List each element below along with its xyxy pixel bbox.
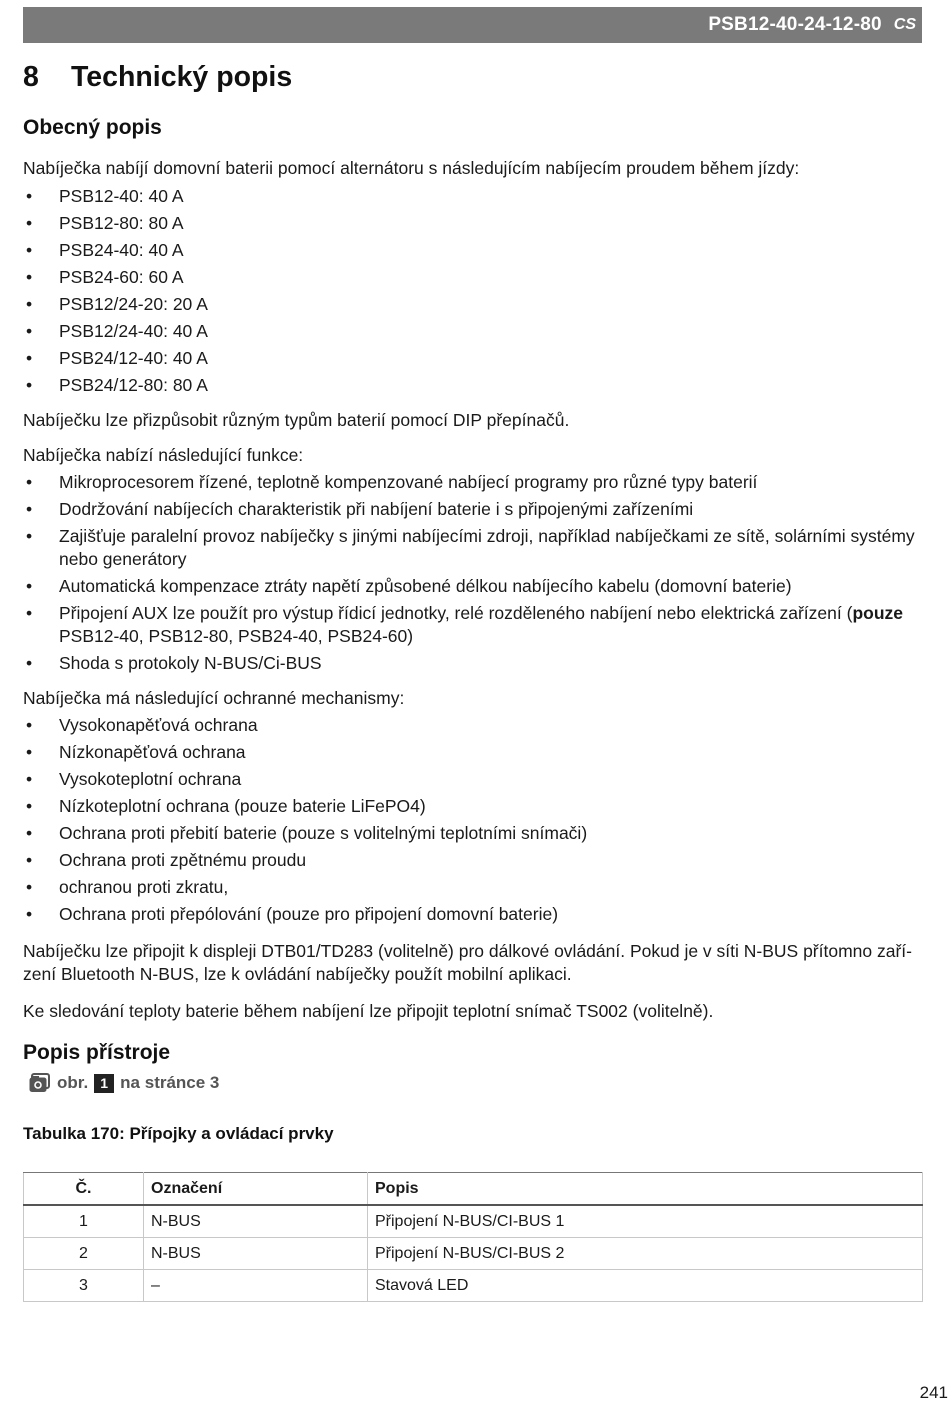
bullet: • [26,742,33,762]
bullet: • [26,321,33,341]
table-cell-description: Připojení N-BUS/CI-BUS 2 [368,1238,923,1270]
display-text-line2: zení Bluetooth N-BUS, lze k ovládání nabíječky použít mobilní aplikaci. [23,964,572,984]
bullet: • [26,294,33,314]
table-cell-number: 1 [24,1205,144,1238]
display-text-line1: Nabíječku lze připojit k displeji DTB01/TD283 (volitelně) pro dálkové ovládání. Pokud je v síti N-BUS přítomno zaří- [23,941,912,961]
bullet: • [26,823,33,843]
connections-table [23,1172,923,1302]
list-item [23,185,922,208]
bullet: • [26,186,33,206]
column-header-label: Označení [144,1173,368,1206]
list-item-text: PSB24/12-80: 80 A [59,375,208,395]
column-header-number: Č. [24,1173,144,1206]
list-item [23,652,922,675]
aux-text-before: Připojení AUX lze použít pro výstup řídicí jednotky, relé rozděleného nabíjení nebo elektrická zařízení ( [59,603,853,623]
chapter-number: 8 [23,61,39,93]
page-content [23,58,922,1302]
list-item [23,374,922,397]
list-item [23,768,922,791]
table-row [24,1238,923,1270]
bullet: • [26,375,33,395]
list-item [23,795,922,818]
list-item [23,822,922,845]
table-row [24,1270,923,1302]
column-header-description: Popis [368,1173,923,1206]
camera-icon [29,1073,51,1093]
general-intro: Nabíječka nabíjí domovní baterii pomocí alternátoru s následujícím nabíjecím proudem během jízdy: [23,158,800,178]
bullet: • [26,715,33,735]
table-cell-number: 3 [24,1270,144,1302]
bullet: • [26,267,33,287]
table-cell-number: 2 [24,1238,144,1270]
list-item [23,266,922,289]
bullet: • [26,653,33,673]
page-number: 241 [919,1383,948,1402]
table-caption: Tabulka 170: Přípojky a ovládací prvky [23,1124,334,1143]
bullet: • [26,472,33,492]
bullet: • [26,904,33,924]
list-item-text: Shoda s protokoly N-BUS/Ci-BUS [59,653,322,673]
functions-intro: Nabíječka nabízí následující funkce: [23,445,304,465]
table-cell-label: – [144,1270,368,1302]
table-cell-description: Stavová LED [368,1270,923,1302]
bullet: • [26,796,33,816]
list-item [23,714,922,737]
list-item [23,849,922,872]
bullet: • [26,576,33,596]
list-item-text: Nízkoteplotní ochrana (pouze baterie LiFePO4) [59,796,426,816]
figure-reference[interactable] [29,1070,922,1096]
list-item [23,347,922,370]
list-item [23,471,922,494]
header-model: PSB12-40-24-12-80 [708,14,882,35]
list-item-text: Vysokoteplotní ochrana [59,769,242,789]
figure-number-box: 1 [94,1074,114,1093]
list-item-text: PSB24/12-40: 40 A [59,348,208,368]
aux-text-bold: pouze [852,603,904,623]
section-heading-general: Obecný popis [23,116,162,139]
list-item-text: PSB12-80: 80 A [59,213,184,233]
bullet: • [26,850,33,870]
list-item [23,741,922,764]
list-item [23,498,922,521]
list-item [23,293,922,316]
list-item [23,212,922,235]
functions-list [23,471,922,675]
table-cell-description: Připojení N-BUS/CI-BUS 1 [368,1205,923,1238]
list-item [23,525,922,571]
list-item [23,239,922,262]
table-row [24,1205,923,1238]
list-item-text: Ochrana proti zpětnému proudu [59,850,307,870]
list-item [23,903,922,926]
list-item-text: PSB24-60: 60 A [59,267,184,287]
list-item-text: PSB12/24-40: 40 A [59,321,208,341]
list-item-text: Ochrana proti přepólování (pouze pro připojení domovní baterie) [59,904,559,924]
protection-list [23,714,922,926]
table-header-row [24,1173,923,1206]
list-item-text: PSB24-40: 40 A [59,240,184,260]
bullet: • [26,769,33,789]
list-item-text: PSB12/24-20: 20 A [59,294,208,314]
list-item-text: Nízkonapěťová ochrana [59,742,246,762]
display-text [23,940,922,986]
list-item-aux [23,602,922,648]
bullet: • [26,499,33,519]
chapter-title-text: Technický popis [71,61,293,93]
list-item-text: PSB12-40: 40 A [59,186,184,206]
list-item-text: Ochrana proti přebití baterie (pouze s volitelnými teplotními snímači) [59,823,588,843]
bullet: • [26,348,33,368]
list-item-text: Mikroprocesorem řízené, teplotně kompenzované nabíjecí programy pro různé typy baterií [59,472,758,492]
bullet: • [26,213,33,233]
protection-intro: Nabíječka má následující ochranné mechanismy: [23,688,405,708]
model-current-list [23,185,922,397]
figure-ref-suffix: na stránce 3 [120,1073,220,1092]
list-item [23,320,922,343]
chapter-title [23,58,922,96]
list-item [23,575,922,598]
header-language: CS [893,16,916,33]
bullet: • [26,526,33,546]
dip-switch-text: Nabíječku lze přizpůsobit různým typům baterií pomocí DIP přepínačů. [23,410,570,430]
figure-ref-prefix: obr. [57,1073,89,1092]
table-cell-label: N-BUS [144,1238,368,1270]
table-cell-label: N-BUS [144,1205,368,1238]
list-item-text: Automatická kompenzace ztráty napětí způsobené délkou nabíjecího kabelu (domovní baterie) [59,576,792,596]
list-item-text: Zajišťuje paralelní provoz nabíječky s jinými nabíjecími zdroji, například nabíječkami ze sítě, solárními systémy nebo generátory [59,526,915,569]
header-bar [23,7,922,43]
list-item-text: Vysokonapěťová ochrana [59,715,258,735]
list-item [23,876,922,899]
bullet: • [26,240,33,260]
bullet: • [26,877,33,897]
aux-text-after: PSB12-40, PSB12-80, PSB24-40, PSB24-60) [59,626,414,646]
list-item-text: ochranou proti zkratu, [59,877,229,897]
list-item-text: Dodržování nabíjecích charakteristik při nabíjení baterie i s připojenými zařízeními [59,499,694,519]
section-heading-device: Popis přístroje [23,1041,171,1064]
bullet: • [26,603,33,623]
temp-sensor-text: Ke sledování teploty baterie během nabíjení lze připojit teplotní snímač TS002 (volitelně). [23,1001,714,1021]
